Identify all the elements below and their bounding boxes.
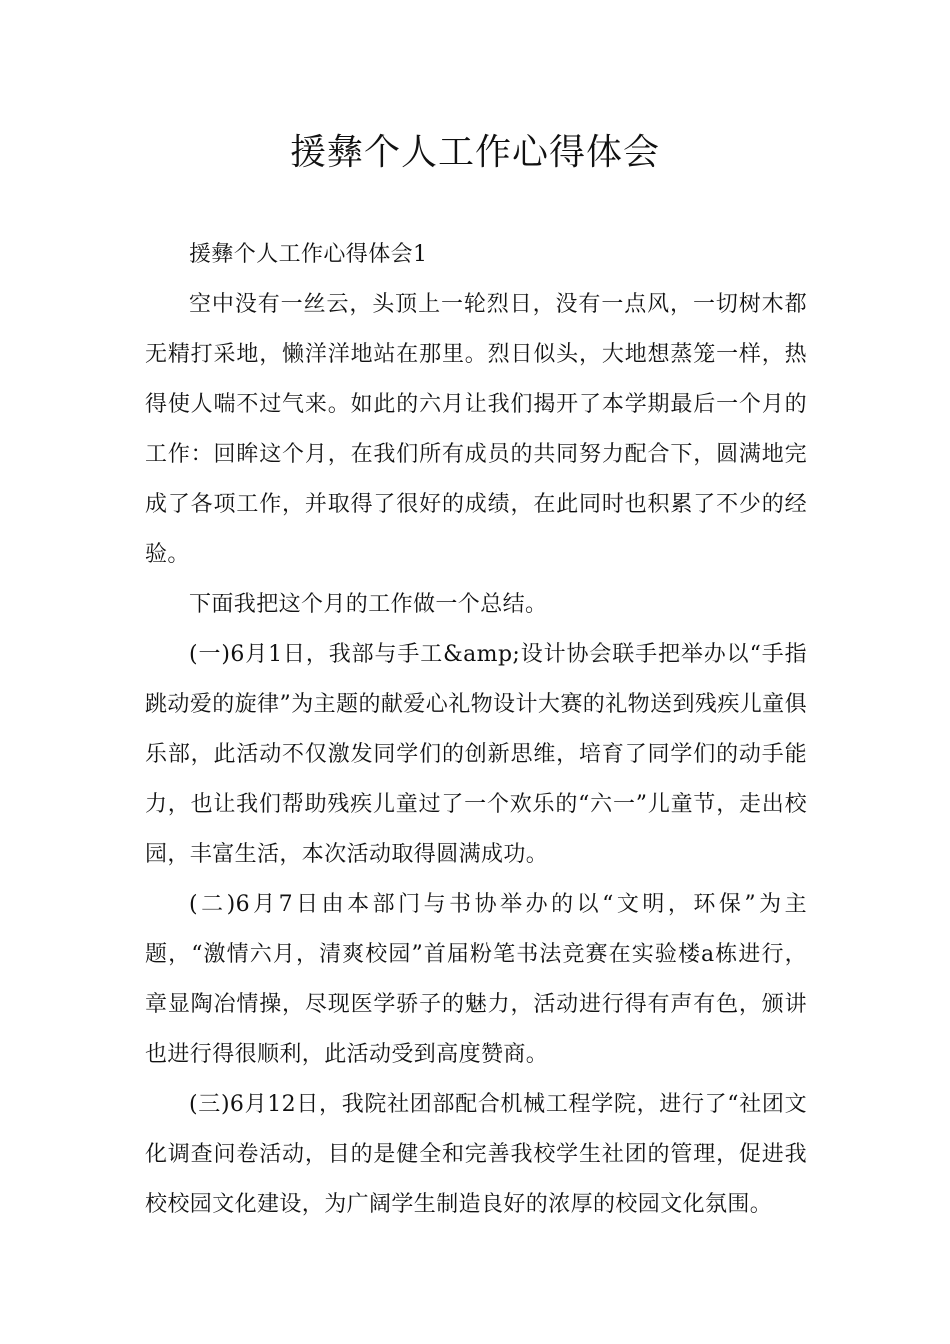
paragraph: 下面我把这个月的工作做一个总结。 <box>189 592 548 617</box>
paragraph: (二)6月7日由本部门与书协举办的以“文明，环保”为主题，“激情六月，清爽校园”首届粉笔书法竞赛在实验楼a栋进行，章显陶冶情操，尽现医学骄子的魅力，活动进行得有声有色，颁讲也进行得很顺利，此活动受到高度赞商。 <box>145 892 807 1067</box>
paragraph-heading: 援彝个人工作心得体会1 <box>189 242 428 267</box>
document-body <box>145 230 807 1230</box>
paragraph: 空中没有一丝云，头顶上一轮烈日，没有一点风，一切树木都无精打采地，懒洋洋地站在那里。烈日似头，大地想蒸笼一样，热得使人喘不过气来。如此的六月让我们揭开了本学期最后一个月的工作：回眸这个月，在我们所有成员的共同努力配合下，圆满地完成了各项工作，并取得了很好的成绩，在此同时也积累了不少的经验。 <box>145 292 807 567</box>
document-title: 援彝个人工作心得体会 <box>289 132 660 173</box>
paragraph: (一)6月1日，我部与手工&amp;设计协会联手把举办以“手指跳动爱的旋律”为主题的献爱心礼物设计大赛的礼物送到残疾儿童俱乐部，此活动不仅激发同学们的创新思维，培育了同学们的动手能力，也让我们帮助残疾儿童过了一个欢乐的“六一”儿童节，走出校园，丰富生活，本次活动取得圆满成功。 <box>145 642 807 867</box>
paragraph: (三)6月12日，我院社团部配合机械工程学院，进行了“社团文化调查问卷活动，目的是健全和完善我校学生社团的管理，促进我校校园文化建设，为广阔学生制造良好的浓厚的校园文化氛围。 <box>145 1092 807 1217</box>
